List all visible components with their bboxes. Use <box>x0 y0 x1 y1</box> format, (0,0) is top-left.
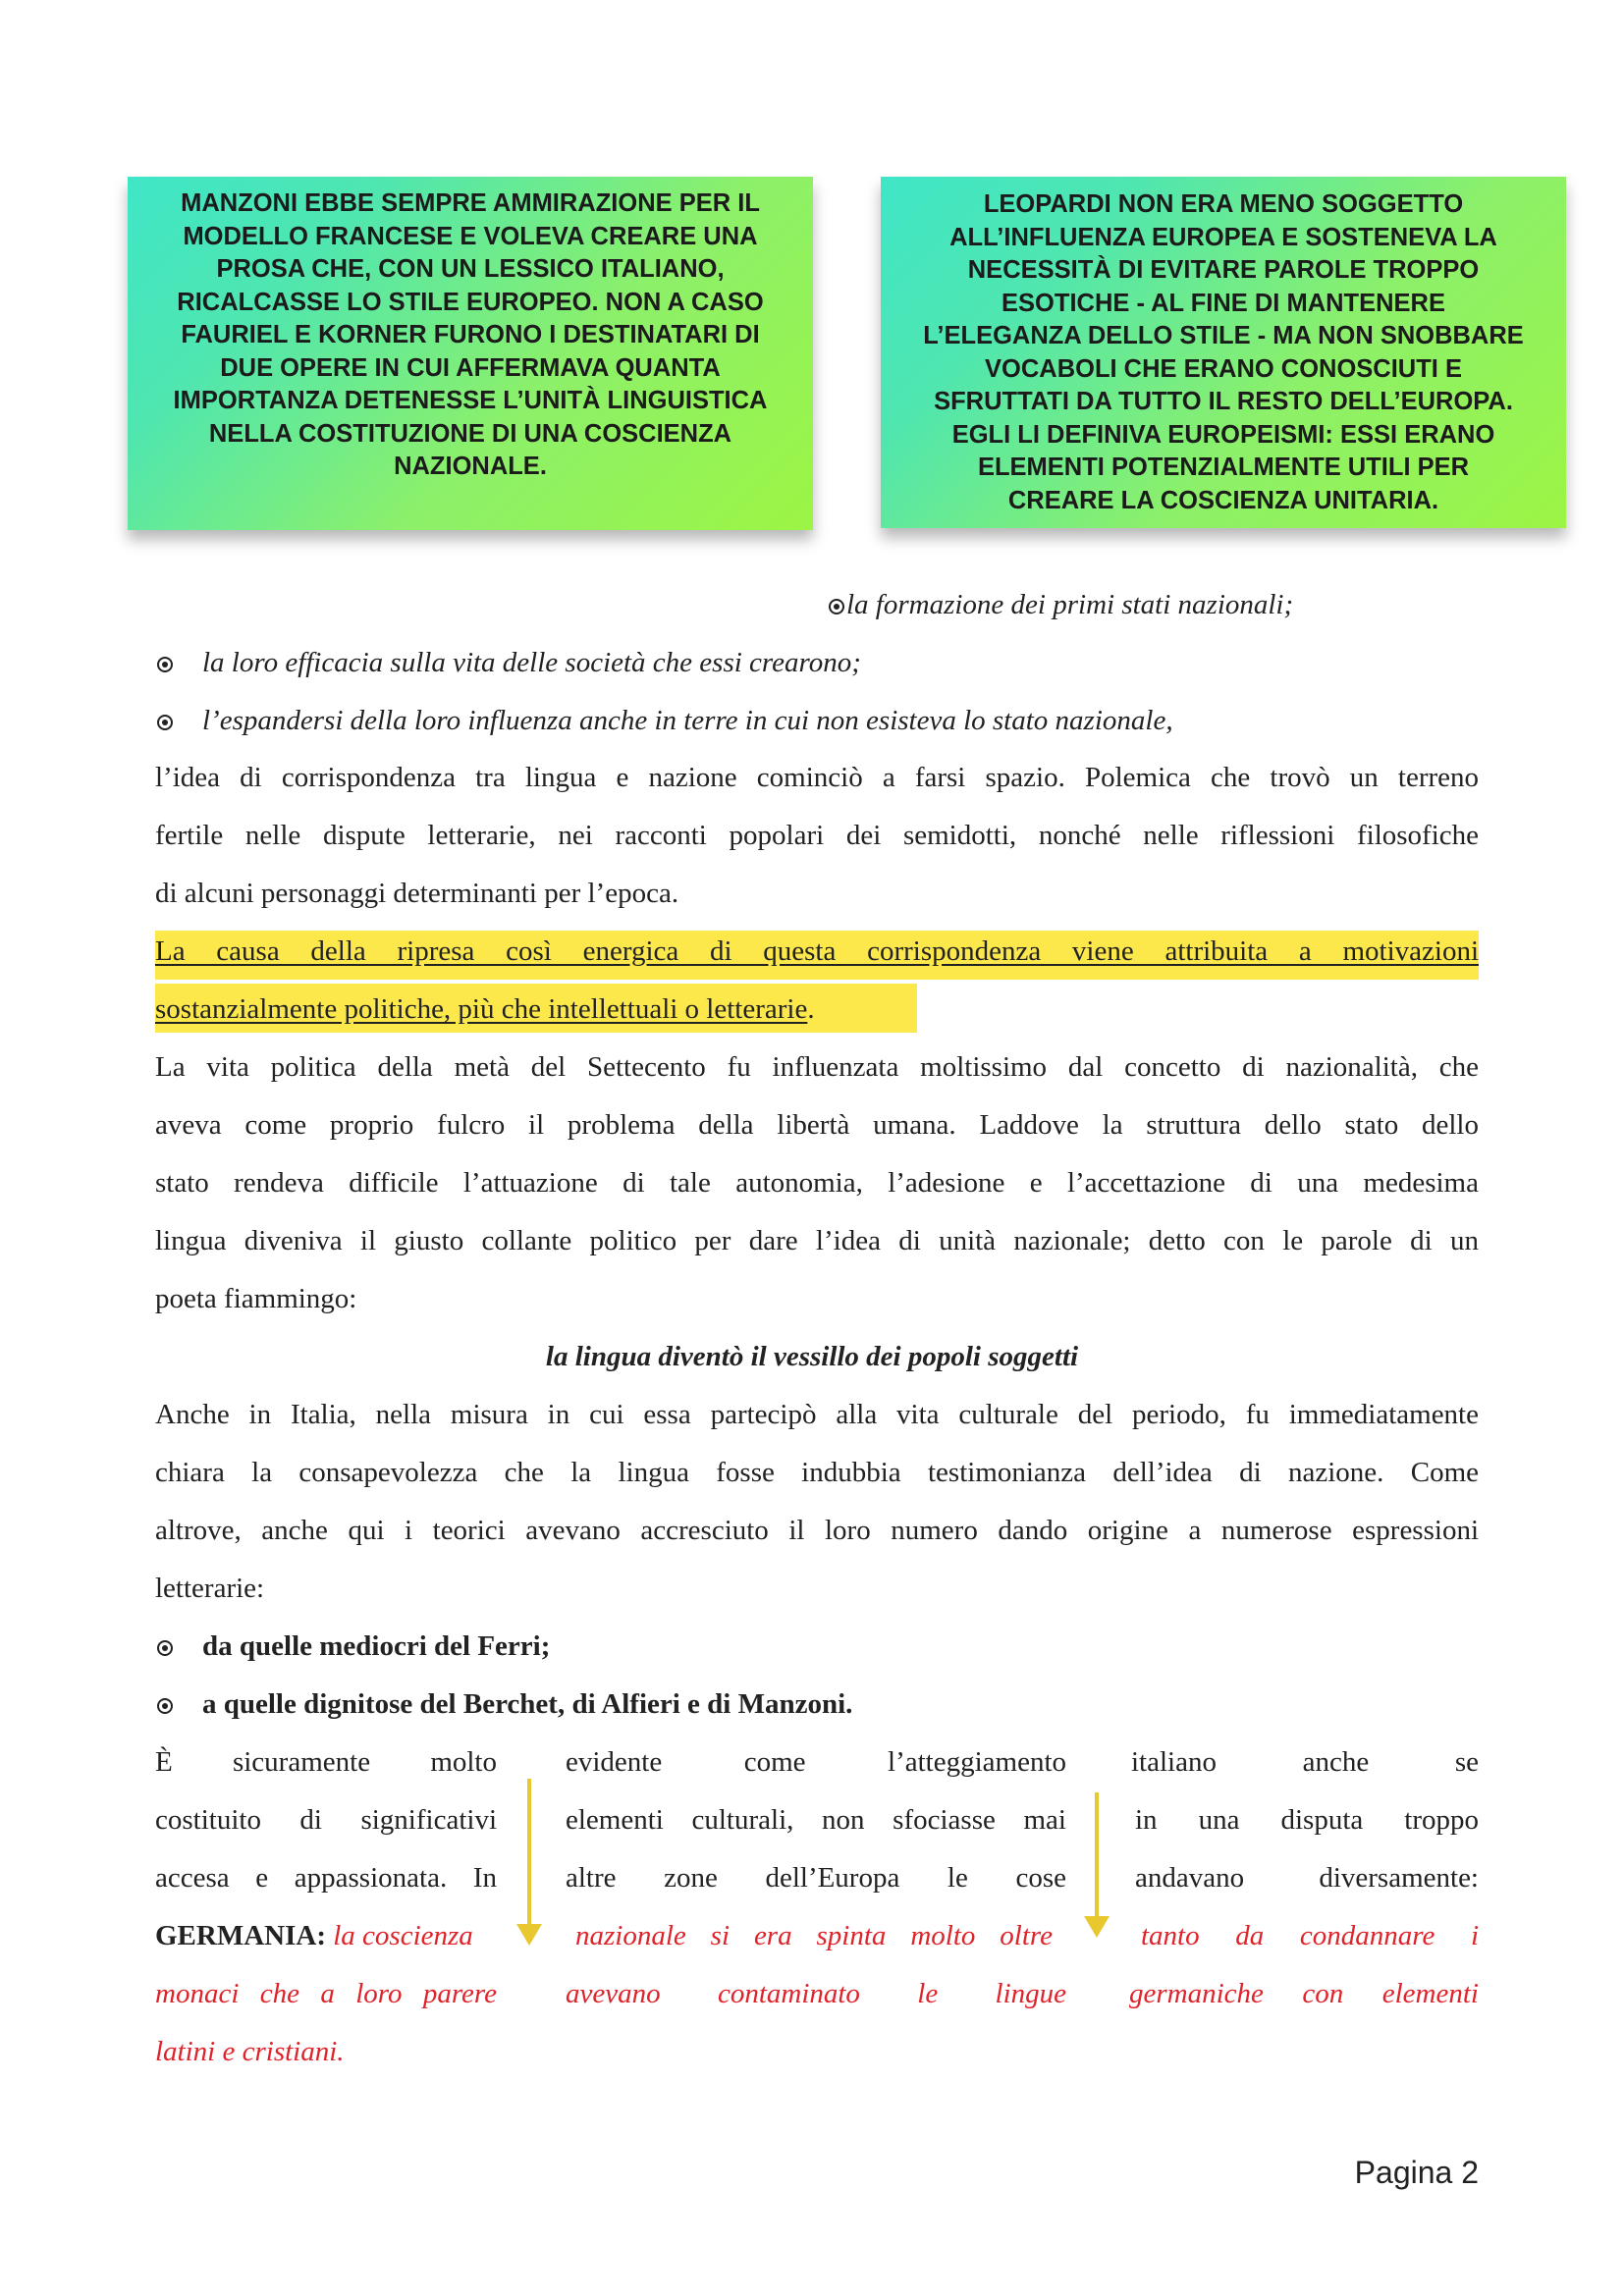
col1-line: accesa e appassionata. In <box>155 1862 497 1894</box>
box-line: IMPORTANZA DETENESSE L’UNITÀ LINGUISTICA <box>173 387 768 414</box>
leopardi-info-box <box>881 177 1566 528</box>
box-line: ESOTICHE - AL FINE DI MANTENERE <box>1001 289 1445 317</box>
arrow-down-icon <box>527 1779 531 1926</box>
col2-line: elementi culturali, non sfociasse mai <box>566 1804 1066 1836</box>
body-line: altrove, anche qui i teorici avevano accresciuto il loro numero dando origine a numerose espressioni <box>155 1515 1479 1546</box>
col2-line: nazionale si era spinta molto oltre <box>575 1920 1053 1951</box>
highlighted-text: sostanzialmente politiche, più che intellettuali o letterarie <box>155 993 808 1025</box>
box-line: LEOPARDI NON ERA MENO SOGGETTO <box>983 190 1464 218</box>
bullet-icon <box>157 657 173 672</box>
body-line: fertile nelle dispute letterarie, nei racconti popolari dei semidotti, nonché nelle riflessioni filosofiche <box>155 820 1479 851</box>
body-line: Anche in Italia, nella misura in cui essa partecipò alla vita culturale del periodo, fu immediatamente <box>155 1399 1479 1430</box>
body-line: lingua diveniva il giusto collante politico per dare l’idea di unità nazionale; detto con le parole di un <box>155 1225 1479 1256</box>
manzoni-info-box <box>128 177 813 530</box>
bullet-icon <box>157 1640 173 1656</box>
body-line: l’idea di corrispondenza tra lingua e nazione cominciò a farsi spazio. Polemica che trovò un terreno <box>155 762 1479 793</box>
body-line: La vita politica della metà del Settecento fu influenzata moltissimo dal concetto di nazionalità, che <box>155 1051 1479 1083</box>
box-line: EGLI LI DEFINIVA EUROPEISMI: ESSI ERANO <box>951 420 1495 449</box>
body-line: poeta fiammingo: <box>155 1283 357 1314</box>
bullet-text: a quelle dignitose del Berchet, di Alfieri e di Manzoni. <box>202 1688 853 1720</box>
box-line: RICALCASSE LO STILE EUROPEO. NON A CASO <box>177 288 764 316</box>
quote: la lingua diventò il vessillo dei popoli soggetti <box>545 1341 1079 1372</box>
box-line: DUE OPERE IN CUI AFFERMAVA QUANTA <box>220 353 721 382</box>
col3-line: italiano anche se <box>1131 1746 1479 1778</box>
period: . <box>807 993 815 1025</box>
bullet-text: la formazione dei primi stati nazionali; <box>846 589 1294 620</box>
highlighted-line-2 <box>155 993 815 1026</box>
col3-line: germaniche con elementi <box>1129 1978 1479 2009</box>
box-line: NECESSITÀ DI EVITARE PAROLE TROPPO <box>967 256 1480 284</box>
box-line: FAURIEL E KORNER FURONO I DESTINATARI DI <box>181 321 760 348</box>
bullet-icon <box>829 599 844 614</box>
bullet-text: da quelle mediocri del Ferri; <box>202 1630 551 1662</box>
body-line: di alcuni personaggi determinanti per l’epoca. <box>155 878 679 909</box>
col1-line: È sicuramente molto <box>155 1746 497 1778</box>
page-number: Pagina 2 <box>1354 2155 1479 2190</box>
body-line: letterarie: <box>155 1573 265 1604</box>
col2-line: evidente come l’atteggiamento <box>566 1746 1066 1778</box>
bullet-icon <box>157 1698 173 1714</box>
box-line: ALL’INFLUENZA EUROPEA E SOSTENEVA LA <box>949 223 1497 251</box>
col3-line: andavano diversamente: <box>1135 1862 1479 1894</box>
bullet-icon <box>157 715 173 730</box>
box-line: NAZIONALE. <box>394 453 547 480</box>
box-line: MODELLO FRANCESE E VOLEVA CREARE UNA <box>183 222 758 250</box>
col3-line: in una disputa troppo <box>1135 1804 1479 1836</box>
body-line: aveva come proprio fulcro il problema della libertà umana. Laddove la struttura dello stato dello <box>155 1109 1479 1141</box>
col2-line: altre zone dell’Europa le cose <box>566 1862 1066 1894</box>
box-line: ELEMENTI POTENZIALMENTE UTILI PER <box>977 454 1470 481</box>
box-line: PROSA CHE, CON UN LESSICO ITALIANO, <box>216 255 725 283</box>
bullet-text: la loro efficacia sulla vita delle società che essi crearono; <box>202 647 861 678</box>
germania-label: GERMANIA: <box>155 1920 326 1951</box>
red-text: la coscienza <box>326 1920 473 1951</box>
col1-line: latini e cristiani. <box>155 2036 345 2067</box>
col2-line: avevano contaminato le lingue <box>566 1978 1066 2009</box>
arrow-down-icon <box>1095 1792 1099 1918</box>
bullet-text: l’espandersi della loro influenza anche in terre in cui non esisteva lo stato nazionale, <box>202 705 1173 736</box>
box-line: SFRUTTATI DA TUTTO IL RESTO DELL’EUROPA. <box>934 388 1513 415</box>
col3-line: tanto da condannare i <box>1141 1920 1479 1951</box>
box-line: MANZONI EBBE SEMPRE AMMIRAZIONE PER IL <box>181 189 760 217</box>
box-line: CREARE LA COSCIENZA UNITARIA. <box>1007 486 1439 514</box>
col1-line: monaci che a loro parere <box>155 1978 497 2009</box>
col1-line: costituito di significativi <box>155 1804 497 1836</box>
highlighted-line: La causa della ripresa così energica di questa corrispondenza viene attribuita a motivazioni <box>155 935 1479 967</box>
box-line: NELLA COSTITUZIONE DI UNA COSCIENZA <box>208 419 732 448</box>
box-line: VOCABOLI CHE ERANO CONOSCIUTI E <box>985 354 1462 383</box>
body-line: stato rendeva difficile l’attuazione di tale autonomia, l’adesione e l’accettazione di una medesima <box>155 1167 1479 1199</box>
col1-line <box>155 1920 473 1952</box>
box-line: L’ELEGANZA DELLO STILE - MA NON SNOBBARE <box>923 322 1524 349</box>
body-line: chiara la consapevolezza che la lingua fosse indubbia testimonianza dell’idea di nazione. Come <box>155 1457 1479 1488</box>
